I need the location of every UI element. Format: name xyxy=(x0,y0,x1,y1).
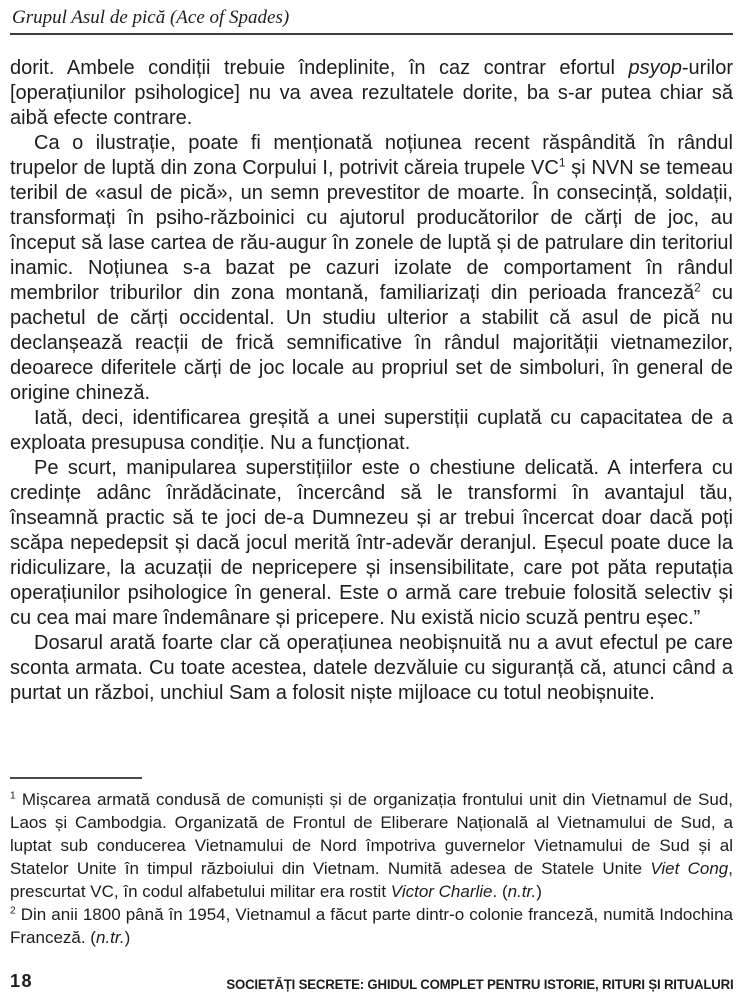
text-run: Din anii 1800 până în 1954, Vietnamul a făcut parte dintr-o colonie franceză, numită Indochina Franceză. ( xyxy=(10,905,733,947)
text-run: ) xyxy=(536,882,542,901)
text-run: ) xyxy=(124,928,131,947)
italic-text: psyop xyxy=(628,56,682,79)
text-run: dorit. Ambele condiții trebuie îndeplinite, în caz contrar efortul xyxy=(10,56,629,79)
footnote xyxy=(10,788,733,903)
italic-text: Victor Charlie xyxy=(390,882,493,901)
superscript-marker: 2 xyxy=(10,905,16,917)
blank-space xyxy=(10,706,733,777)
text-run: Dosarul arată foarte clar că operațiunea neobișnuită nu a avut efectul pe care sconta armata. Cu toate acestea, datele dezvăluie cu siguranță că, atunci când a purtat un război, unchiul Sam a folosit niște mijloace cu totul neobișnuite. xyxy=(10,631,733,704)
italic-text: Viet Cong xyxy=(650,859,729,878)
italic-text: n.tr. xyxy=(507,882,537,901)
body-paragraph xyxy=(10,131,733,406)
text-run: Mișcarea armată condusă de comuniști și de organizația frontului unit din Vietnamul de Sud, Laos și Cambodgia. Organizată de Frontul de Eliberare Națională al Vietnamului de Sud, a luptat sub conducerea Vietnamului de Nord împotriva guvernelor Vietnamului de Sud și al Statelor Unite în timpul războiului din Vietnam. Numită adesea de Statele Unite xyxy=(10,790,733,878)
text-run: Pe scurt, manipularea superstițiilor este o chestiune delicată. A interfera cu credințe adânc înrădăcinate, încercând să le transformi în avantajul tău, înseamnă practic să te joci de-a Dumnezeu și ar trebui încercat doar dacă poți scăpa nepedepsit și dacă jocul merită într-adevăr deranjul. Eșecul poate duce la ridiculizare, la acuzații de nepricepere și insensibilitate, care pot păta reputația operațiunilor psihologice în general. Este o armă care trebuie folosită selectiv și cu cea mai mare îndemânare și pricepere. Nu există nicio scuză pentru eșec.” xyxy=(10,456,733,629)
running-title: SOCIETĂȚI SECRETE: GHIDUL COMPLET PENTRU ISTORIE, RITURI ȘI RITUALURI xyxy=(225,977,733,992)
footnotes-list xyxy=(10,788,733,949)
body-paragraph xyxy=(10,456,733,631)
text-run: și NVN se temeau teribil de «asul de pică», un semn prevestitor de moarte. În consecință, soldații, transformați în psiho-războinici cu ajutorul producătorilor de cărți de joc, au început să lase cartea de rău-augur în zonele de luptă și de patrulare din teritoriul inamic. Noțiunea s-a bazat pe cazuri izolate de comportament în rândul membrilor triburilor din zona montană, familiarizați din perioada franceză xyxy=(10,156,733,304)
footnote xyxy=(10,903,733,949)
text-run: Iată, deci, identificarea greșită a unei superstiții cuplată cu capacitatea de a exploata presupusa condiție. Nu a funcționat. xyxy=(10,406,733,454)
text-run: Ca o ilustrație, poate fi menționată noțiunea recent răspândită în rândul trupelor de luptă din zona Corpului I, potrivit căreia trupele VC xyxy=(10,131,733,179)
text-run: -urilor [operațiunilor psihologice] nu va avea rezultatele dorite, ba s-ar putea chiar să aibă efecte contrare. xyxy=(10,56,733,129)
footnotes-section xyxy=(10,777,733,949)
text-run: . ( xyxy=(492,882,508,901)
superscript-marker: 1 xyxy=(10,790,16,802)
text-run: cu pachetul de cărți occidental. Un studiu ulterior a stabilit că asul de pică nu declanșează reacții de frică semnificative în rândul majorității vietnamezilor, deoarece diferitele cărți de joc locale au propriul set de simboluri, în general de origine chineză. xyxy=(10,281,733,404)
superscript-marker: 1 xyxy=(558,155,566,170)
page-footer xyxy=(10,949,733,992)
footnote-separator-rule xyxy=(10,777,142,779)
text-run: , prescurtat VC, în codul alfabetului militar era rostit xyxy=(10,859,733,901)
page-number: 18 xyxy=(10,971,34,991)
superscript-marker: 2 xyxy=(694,280,701,295)
body-paragraph xyxy=(10,56,733,131)
page-header-title: Grupul Asul de pică (Ace of Spades) xyxy=(10,6,733,35)
body-paragraph xyxy=(10,631,733,706)
body-text xyxy=(10,56,733,706)
body-paragraph xyxy=(10,406,733,456)
italic-text: n.tr. xyxy=(95,928,125,947)
